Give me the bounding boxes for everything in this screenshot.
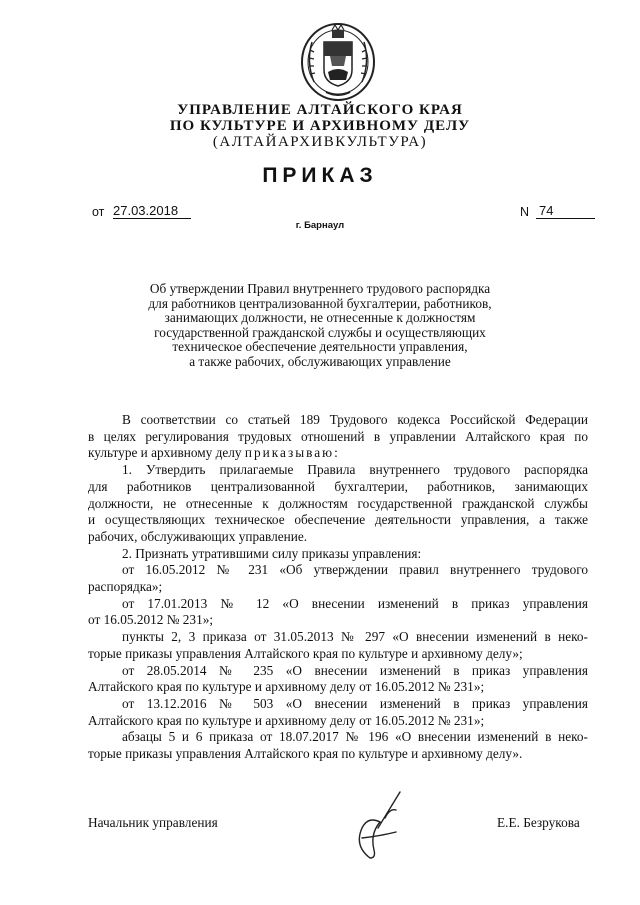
date-label: от (92, 205, 105, 219)
repealed-order-line: торые приказы управления Алтайского края по культуре и архивному делу». (88, 746, 523, 762)
subject-line: государственной гражданской службы и осуществляющих (154, 324, 486, 340)
subject-line: а также рабочих, обслуживающих управление (189, 353, 451, 369)
coat-of-arms-emblem (298, 20, 378, 102)
body-line: для работников централизованной бухгалтерии, работников, занимающих (88, 478, 588, 494)
body-line: и осуществляющих техническое обеспечение деятельности управления, а также (88, 512, 588, 528)
order-body (88, 412, 588, 763)
repealed-order-line: от 16.05.2012 № 231»; (88, 612, 214, 628)
repealed-order-line: пункты 2, 3 приказа от 31.05.2013 № 297 «О внесении изменений в неко- (122, 629, 588, 645)
org-name-line2: ПО КУЛЬТУРЕ И АРХИВНОМУ ДЕЛУ (169, 118, 471, 134)
repealed-order-line: от 28.05.2014 № 235 «О внесении изменений в приказ управления (122, 662, 588, 678)
body-line (88, 445, 588, 462)
order-number: 74 (536, 203, 595, 219)
order-date: 27.03.2018 (113, 203, 191, 219)
subject-line: техническое обеспечение деятельности управления, (172, 339, 468, 354)
repealed-order-line: распорядка»; (88, 579, 163, 595)
subject-line: Об утверждении Правил внутреннего трудового распорядка (149, 281, 491, 296)
body-line: 2. Признать утратившими силу приказы управления: (122, 545, 422, 561)
subject-line: для работников централизованной бухгалтерии, работников, (148, 295, 492, 311)
document-type-title: ПРИКАЗ (262, 164, 378, 187)
repealed-order-line: Алтайского края по культуре и архивному делу от 16.05.2012 № 231»; (88, 712, 485, 728)
repealed-order-line: от 16.05.2012 № 231 «Об утверждении правил внутреннего трудового (122, 562, 588, 578)
body-line: должности, не отнесенные к должностям государственной гражданской службы (88, 495, 588, 511)
order-word: приказываю: (244, 445, 340, 461)
repealed-order-line: абзацы 5 и 6 приказа от 18.07.2017 № 196 «О внесении изменений в неко- (122, 729, 588, 745)
org-name-line1: УПРАВЛЕНИЕ АЛТАЙСКОГО КРАЯ (177, 102, 463, 118)
handwritten-signature (340, 788, 415, 863)
city: г. Барнаул (295, 220, 345, 231)
repealed-order-line: от 17.01.2013 № 12 «О внесении изменений в приказ управления (122, 595, 588, 611)
repealed-order-line: торые приказы управления Алтайского края по культуре и архивному делу»; (88, 645, 523, 661)
body-line: в целях регулирования трудовых отношений в управлении Алтайского края по (88, 428, 588, 444)
body-line: 1. Утвердить прилагаемые Правила внутреннего трудового распорядка (122, 462, 588, 478)
repealed-order-line: от 13.12.2016 № 503 «О внесении изменений в приказ управления (122, 695, 588, 711)
signatory-position: Начальник управления (88, 815, 218, 830)
body-line: В соответствии со статьей 189 Трудового кодекса Российской Федерации (122, 412, 588, 427)
repealed-order-line: Алтайского края по культуре и архивному делу от 16.05.2012 № 231»; (88, 679, 485, 695)
signatory-name: Е.Е. Безрукова (497, 815, 580, 830)
order-subject (120, 282, 520, 369)
body-line: рабочих, обслуживающих управление. (88, 528, 308, 544)
subject-line: занимающих должности, не отнесенные к должностям (164, 310, 476, 325)
org-abbreviation: (АЛТАЙАРХИВКУЛЬТУРА) (212, 134, 428, 150)
body-text: культуре и архивному делу (88, 445, 242, 461)
number-label: N (520, 205, 530, 219)
